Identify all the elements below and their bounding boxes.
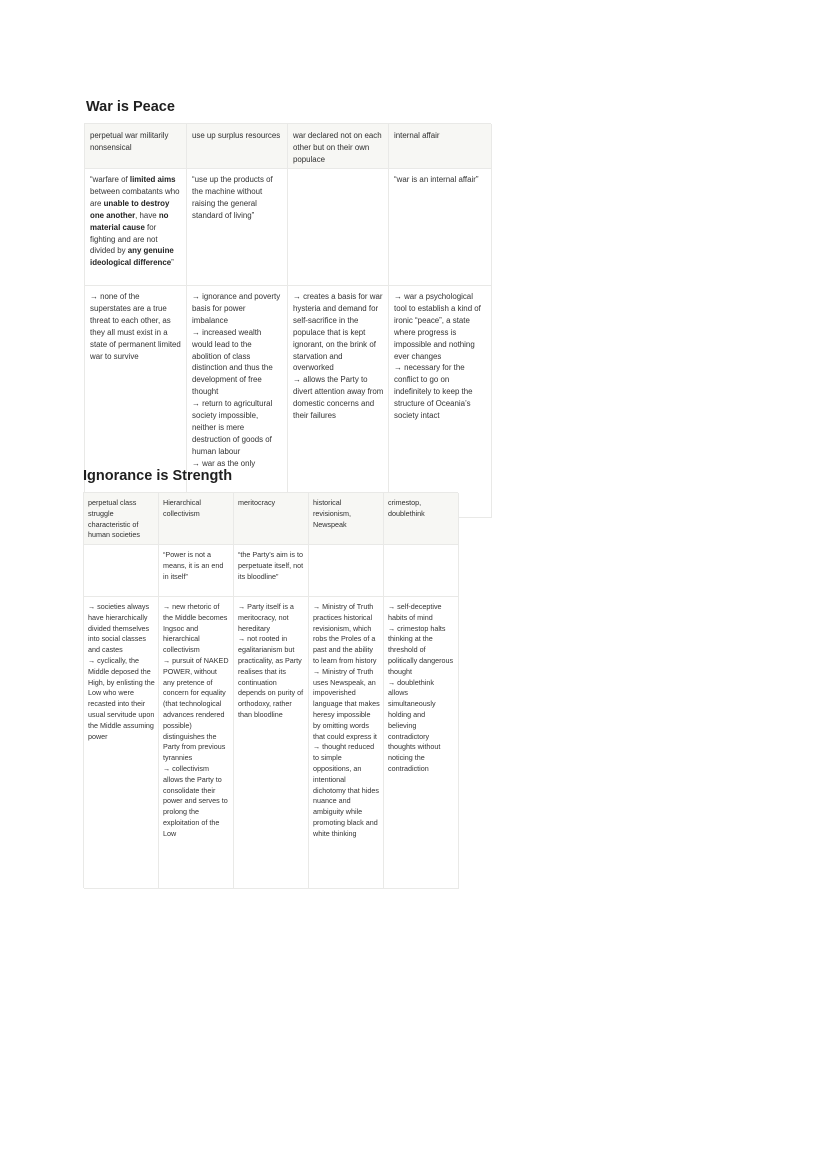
note-line: → societies always have hierarchically divided themselves into social classes and castes: [88, 602, 152, 655]
note-line: → pursuit of NAKED POWER, without any pretence of concern for equality (that technological advances rendered possible) distinguishes the Party from previous tyrannies: [163, 655, 231, 763]
note-line: → collectivism allows the Party to consolidate their power and serves to prolong the exploitation of the Low: [163, 763, 230, 838]
note-line: → none of the superstates are a true threat to each other, as they all must exist in a state of permanent limited war to survive: [90, 292, 183, 361]
table-header-cell: historical revisionism, Newspeak: [309, 493, 384, 545]
quote-cell: [85, 169, 187, 286]
notes-cell: [384, 597, 459, 889]
note-line: → Party itself is a meritocracy, not hereditary: [238, 602, 296, 633]
quote-cell-empty: [84, 545, 159, 597]
note-line: → war as the only: [192, 458, 256, 468]
quote-cell-empty: [288, 169, 389, 286]
section-title-war-is-peace: War is Peace: [86, 99, 175, 115]
quote-text: between combatants who are: [90, 186, 180, 208]
note-line: → return to agricultural society impossible, neither is mere destruction of goods of human labour: [192, 399, 275, 456]
table-header-cell: Hierarchical collectivism: [159, 493, 234, 545]
quote-text: , have: [135, 210, 159, 220]
table-header-cell: crimestop, doublethink: [384, 493, 459, 545]
quote-text: for fighting and are not divided by: [90, 222, 158, 256]
ignorance-is-strength-table: [83, 492, 458, 888]
note-line: → not rooted in egalitarianism but practicality, as Party realises that its continuation depends on purity of orthodoxy, rather than bloodline: [238, 634, 306, 719]
quote-emphasis: unable to destroy one another: [90, 198, 170, 220]
notes-cell: [234, 597, 309, 889]
note-line: → thought reduced to simple oppositions, an intentional dichotomy that hides nuance and ambiguity while promoting black and white thinking: [313, 742, 381, 838]
notes-cell: [309, 597, 384, 889]
quote-text: ”: [171, 258, 174, 268]
note-line: → crimestop halts thinking at the threshold of politically dangerous thought: [388, 623, 456, 676]
table-header-cell: internal affair: [389, 124, 492, 169]
notes-cell: [389, 286, 492, 518]
note-line: → self-deceptive habits of mind: [388, 602, 444, 622]
quote-emphasis: no material cause: [90, 210, 169, 232]
note-line: → creates a basis for war hysteria and demand for self-sacrifice in the populace that is kept ignorant, on the brink of starvation and overworked: [293, 292, 385, 373]
quote-cell: “war is an internal affair”: [389, 169, 492, 286]
note-line: → cyclically, the Middle deposed the High, by enlisting the Low who were recasted into their usual servitude upon the Middle assuming power: [88, 655, 157, 741]
quote-text: “warfare of: [90, 175, 130, 184]
quote-cell: “Power is not a means, it is an end in itself”: [159, 545, 234, 597]
quote-cell-empty: [384, 545, 459, 597]
war-is-peace-table: [84, 123, 491, 517]
quote-emphasis: limited aims: [129, 175, 176, 184]
notes-cell: [159, 597, 234, 889]
note-line: → Ministry of Truth uses Newspeak, an impoverished language that makes heresy impossible by omitting words that could express it: [313, 666, 382, 741]
table-header-cell: use up surplus resources: [187, 124, 288, 169]
note-line: → ignorance and poverty basis for power imbalance: [192, 292, 283, 325]
notes-cell: [288, 286, 389, 518]
section-title-ignorance-is-strength: Ignorance is Strength: [83, 468, 233, 484]
quote-emphasis: any genuine ideological difference: [90, 246, 174, 268]
note-line: → war a psychological tool to establish a kind of ironic “peace”, a state where progress is impossible and nothing ever changes: [394, 292, 484, 361]
quote-cell: “use up the products of the machine without raising the general standard of living”: [187, 169, 288, 286]
table-header-cell: perpetual war militarily nonsensical: [85, 124, 187, 169]
note-line: → doublethink allows simultaneously holding and believing contradictory thoughts without noticing the contradiction: [388, 677, 443, 773]
table-header-cell: meritocracy: [234, 493, 309, 545]
note-line: → necessary for the conflict to go on indefinitely to keep the structure of Oceania’s society intact: [394, 363, 475, 421]
note-line: → increased wealth would lead to the abolition of class distinction and thus the development of free thought: [192, 327, 275, 397]
table-header-cell: war declared not on each other but on their own populace: [288, 124, 389, 169]
note-line: → allows the Party to divert attention away from domestic concerns and their failures: [293, 375, 386, 421]
quote-cell-empty: [309, 545, 384, 597]
table-header-cell: perpetual class struggle characteristic of human societies: [84, 493, 159, 545]
note-line: → new rhetoric of the Middle becomes Ingsoc and hierarchical collectivism: [163, 602, 230, 655]
notes-cell: [84, 597, 159, 889]
quote-cell: “the Party’s aim is to perpetuate itself, not its bloodline”: [234, 545, 309, 597]
note-line: → Ministry of Truth practices historical revisionism, which robs the Proles of a past and the ability to learn from history: [313, 602, 378, 665]
